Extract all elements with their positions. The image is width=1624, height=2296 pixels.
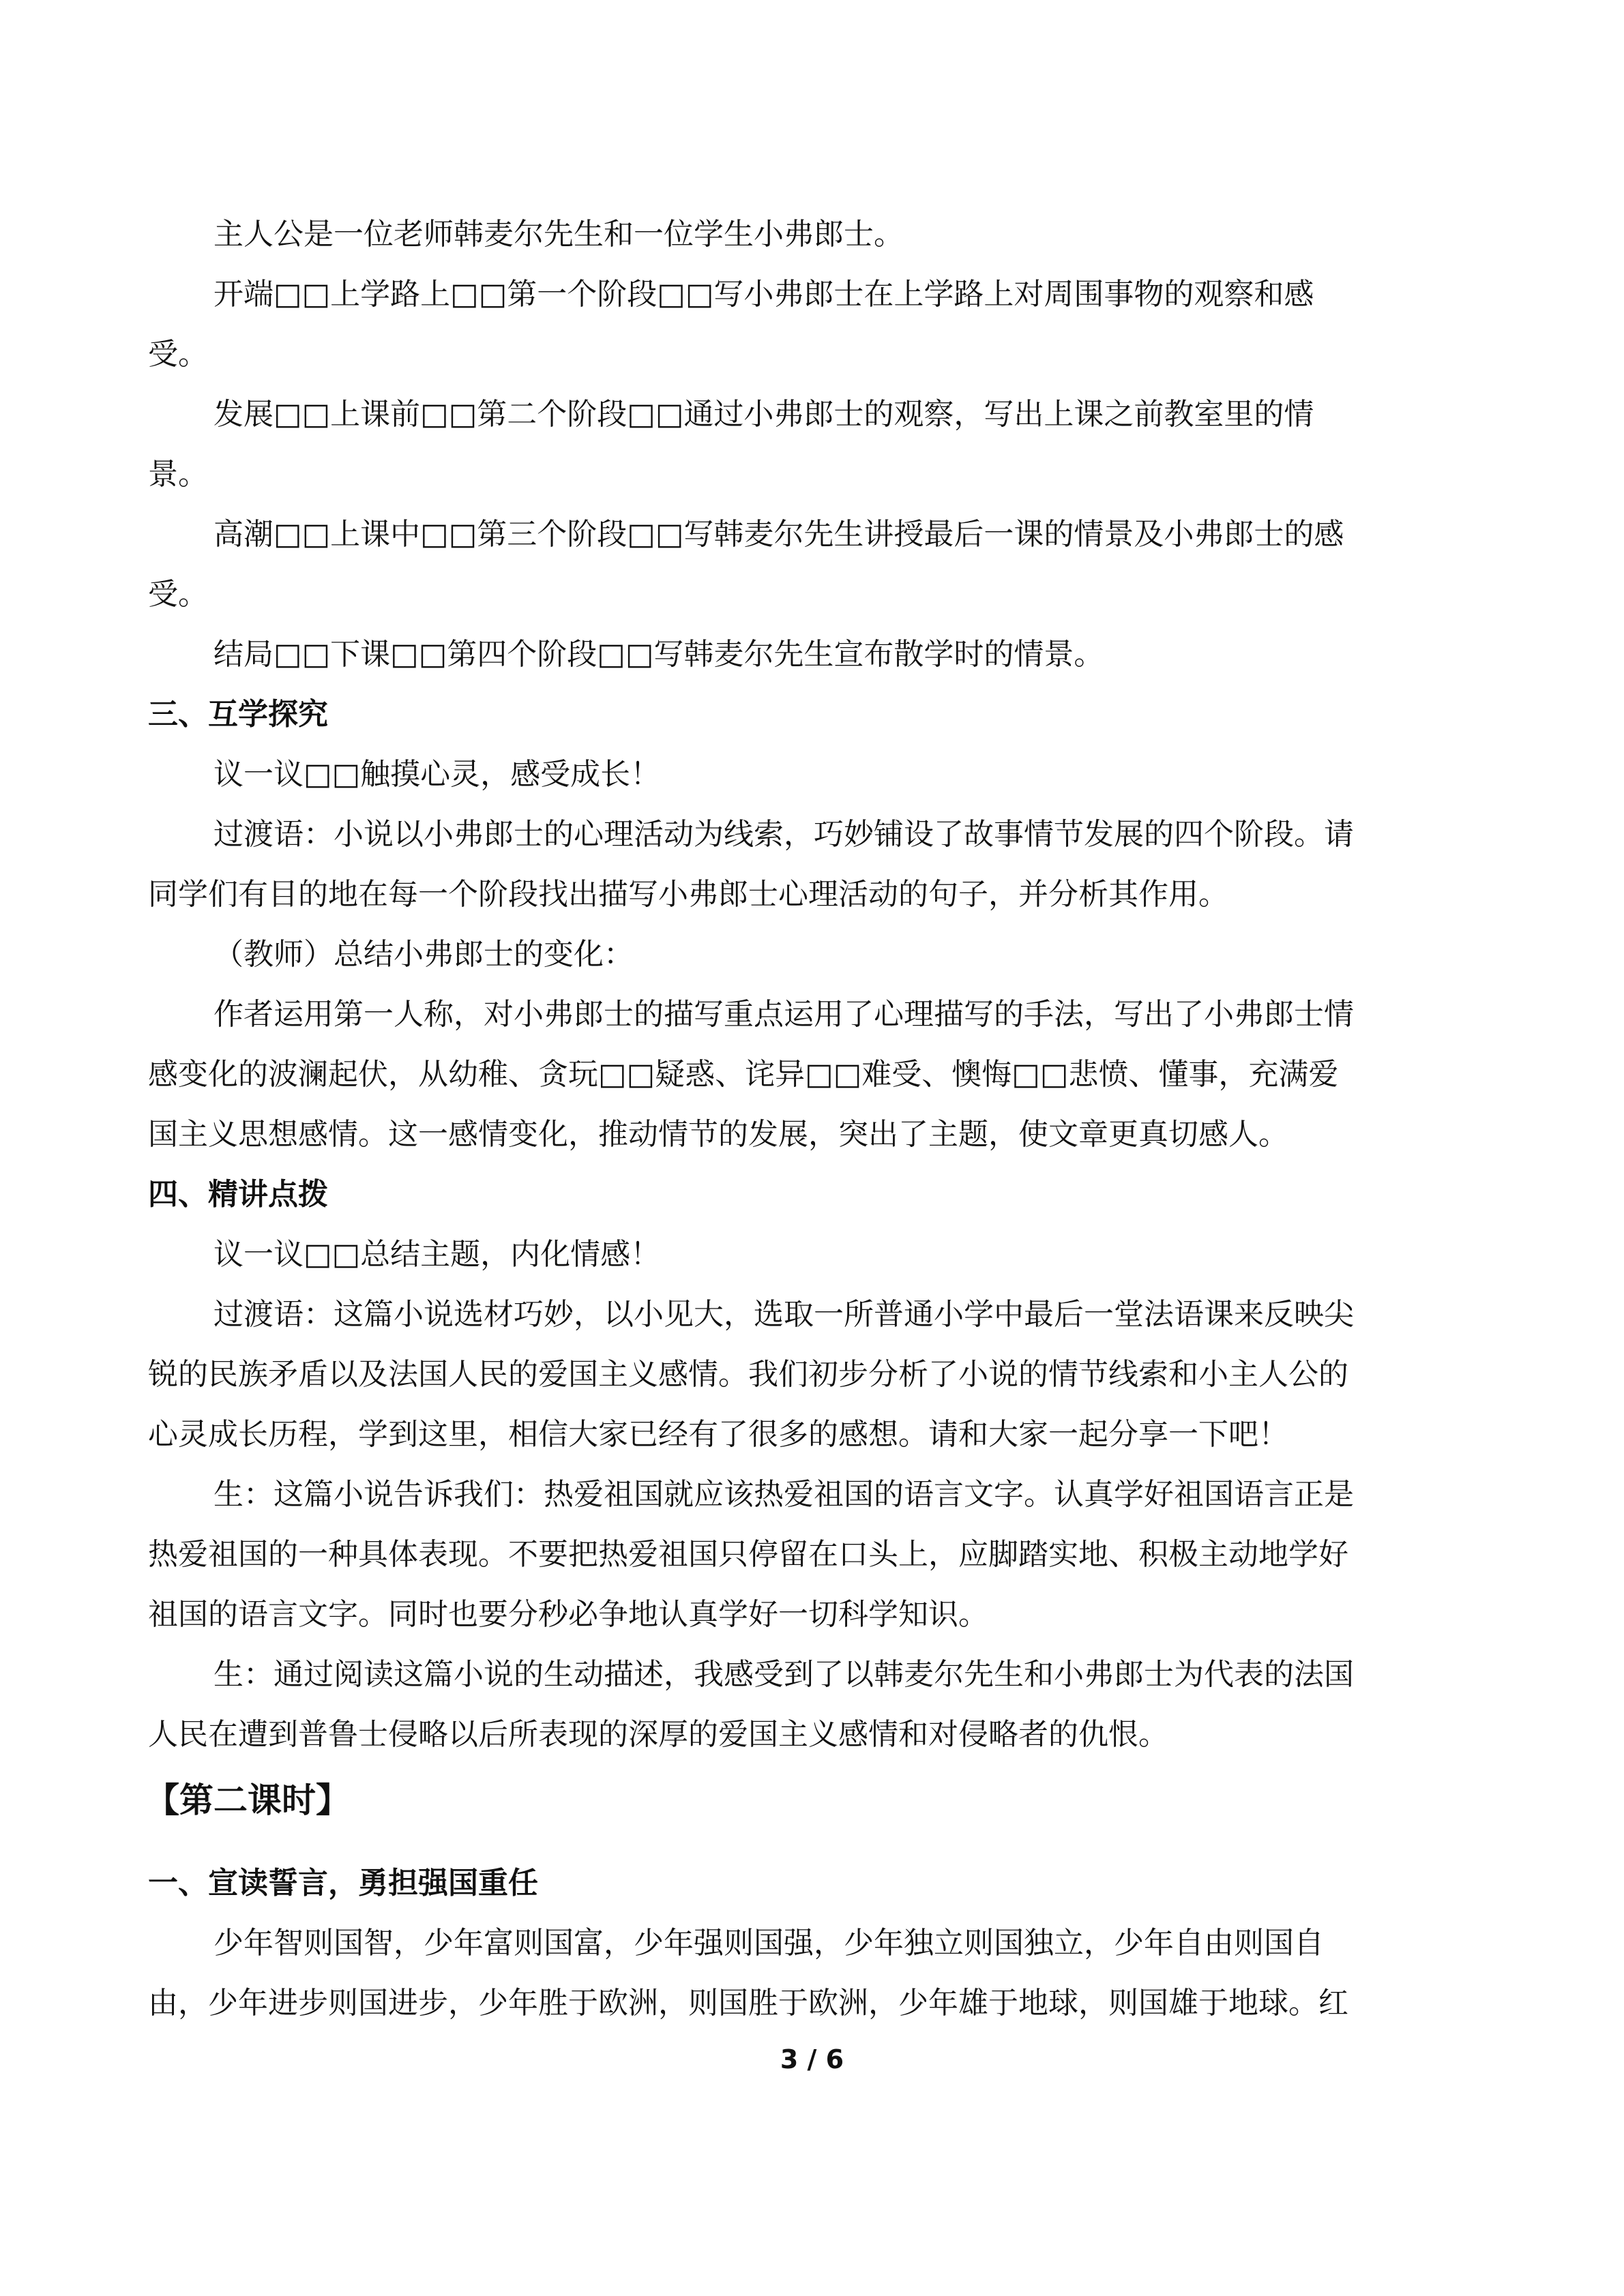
paragraph-line: 结局□□下课□□第四个阶段□□写韩麦尔先生宣布散学时的情景。	[213, 637, 1104, 672]
paragraph-line: 开端□□上学路上□□第一个阶段□□写小弗郎士在上学路上对周围事物的观察和感	[213, 277, 1314, 312]
stage-beginning-paragraph	[148, 265, 1458, 385]
paragraph-line: 高潮□□上课中□□第三个阶段□□写韩麦尔先生讲授最后一课的情景及小弗郎士的感	[213, 517, 1344, 552]
teacher-summary-label	[148, 925, 1458, 985]
stage-ending-paragraph	[148, 625, 1458, 685]
paragraph-line: 受。	[148, 577, 208, 612]
student-response-paragraph	[148, 1645, 1458, 1765]
activity-paragraph	[148, 1225, 1458, 1285]
paragraph-line: 感变化的波澜起伏，从幼稚、贪玩□□疑惑、诧异□□难受、懊悔□□悲愤、懂事，充满爱	[148, 1057, 1339, 1092]
paragraph-line: 发展□□上课前□□第二个阶段□□通过小弗郎士的观察，写出上课之前教室里的情	[213, 397, 1314, 432]
paragraph-line: 少年智则国智，少年富则国富，少年强则国强，少年独立则国独立，少年自由则国自	[213, 1926, 1324, 1960]
summary-paragraph	[148, 985, 1458, 1165]
section-heading-mutual-inquiry: 三、互学探究	[148, 697, 328, 732]
stage-climax-paragraph	[148, 505, 1458, 625]
paragraph-line: 过渡语：小说以小弗郎士的心理活动为线索，巧妙铺设了故事情节发展的四个阶段。请	[213, 817, 1354, 852]
paragraph-line: 同学们有目的地在每一个阶段找出描写小弗郎士心理活动的句子，并分析其作用。	[148, 877, 1228, 912]
paragraph-line: 生：通过阅读这篇小说的生动描述，我感受到了以韩麦尔先生和小弗郎士为代表的法国	[213, 1657, 1354, 1692]
page-number: 3 / 6	[780, 2044, 844, 2074]
paragraph-line: 生：这篇小说告诉我们：热爱祖国就应该热爱祖国的语言文字。认真学好祖国语言正是	[213, 1477, 1354, 1512]
lesson-title: 【第二课时】	[145, 1780, 350, 1820]
paragraph-line: （教师）总结小弗郎士的变化：	[213, 937, 634, 972]
paragraph-line: 主人公是一位老师韩麦尔先生和一位学生小弗郎士。	[213, 217, 904, 252]
paragraph-line: 祖国的语言文字。同时也要分秒必争地认真学好一切科学知识。	[148, 1597, 988, 1632]
section-heading-oath: 一、宣读誓言，勇担强国重任	[148, 1866, 538, 1900]
section-heading-key-guidance: 四、精讲点拨	[148, 1177, 328, 1212]
paragraph-line: 作者运用第一人称，对小弗郎士的描写重点运用了心理描写的手法，写出了小弗郎士情	[213, 997, 1354, 1032]
paragraph-line: 过渡语：这篇小说选材巧妙，以小见大，选取一所普通小学中最后一堂法语课来反映尖	[213, 1297, 1354, 1332]
paragraph-line: 国主义思想感情。这一感情变化，推动情节的发展，突出了主题，使文章更真切感人。	[148, 1117, 1288, 1152]
paragraph-line: 受。	[148, 337, 208, 372]
paragraph-line: 人民在遭到普鲁士侵略以后所表现的深厚的爱国主义感情和对侵略者的仇恨。	[148, 1717, 1168, 1752]
paragraph-line: 议一议□□触摸心灵，感受成长！	[213, 757, 661, 792]
student-response-paragraph	[148, 1465, 1458, 1645]
activity-paragraph	[148, 745, 1458, 805]
oath-paragraph	[148, 1913, 1458, 2033]
transition-paragraph	[148, 805, 1458, 925]
paragraph-line: 议一议□□总结主题，内化情感！	[213, 1237, 661, 1272]
protagonist-paragraph	[148, 205, 1458, 265]
paragraph-line: 锐的民族矛盾以及法国人民的爱国主义感情。我们初步分析了小说的情节线索和小主人公的	[148, 1357, 1348, 1392]
stage-development-paragraph	[148, 385, 1458, 505]
paragraph-line: 心灵成长历程，学到这里，相信大家已经有了很多的感想。请和大家一起分享一下吧！	[148, 1417, 1288, 1452]
paragraph-line: 景。	[148, 457, 208, 492]
transition-paragraph	[148, 1285, 1458, 1465]
paragraph-line: 由，少年进步则国进步，少年胜于欧洲，则国胜于欧洲，少年雄于地球，则国雄于地球。红	[148, 1986, 1348, 2021]
paragraph-line: 热爱祖国的一种具体表现。不要把热爱祖国只停留在口头上，应脚踏实地、积极主动地学好	[148, 1537, 1348, 1572]
